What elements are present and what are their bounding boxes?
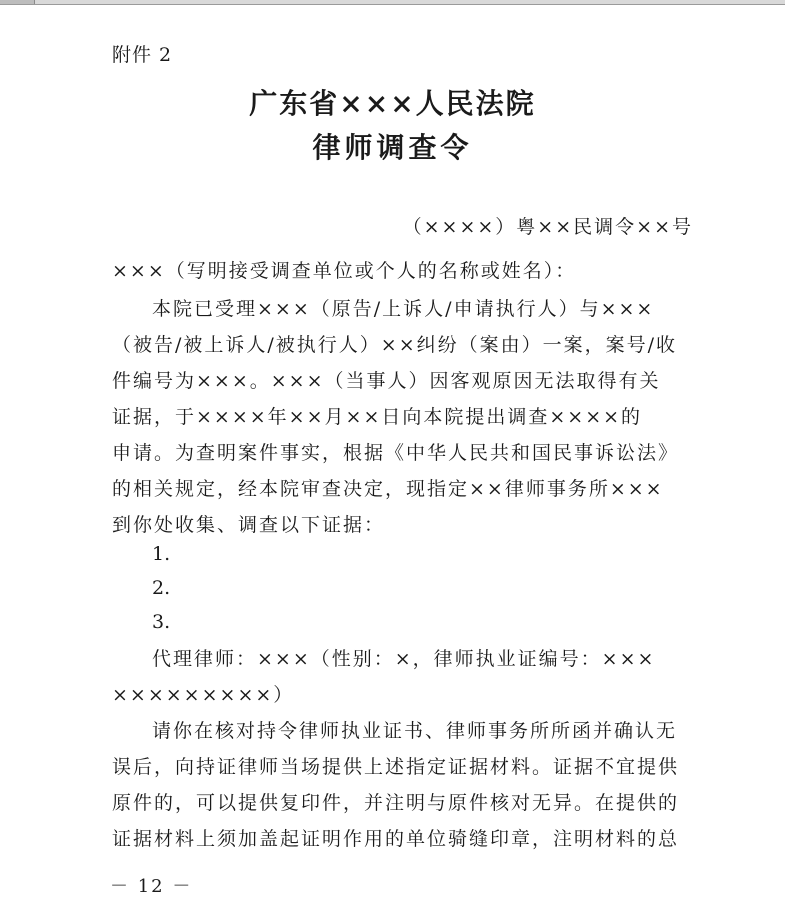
- body-line: 证据，于××××年××月××日向本院提出调查××××的: [112, 406, 643, 428]
- agent-lawyer-line: 代理律师：×××（性别：×，律师执业证编号：×××: [152, 648, 656, 670]
- body-line: 申请。为查明案件事实，根据《中华人民共和国民事诉讼法》: [112, 442, 680, 464]
- evidence-item-3: 3.: [152, 611, 171, 633]
- agent-lawyer-line-cont: ×××××××××）: [112, 684, 295, 706]
- request-line: 证据材料上须加盖起证明作用的单位骑缝印章，注明材料的总: [112, 828, 680, 850]
- evidence-item-1: 1.: [152, 543, 171, 565]
- recipient-line: ×××（写明接受调查单位或个人的名称或姓名）：: [112, 260, 577, 282]
- attachment-label: 附件 2: [112, 44, 173, 66]
- request-line: 原件的，可以提供复印件，并注明与原件核对无异。在提供的: [112, 792, 680, 814]
- evidence-item-2: 2.: [152, 577, 171, 599]
- request-line: 请你在核对持令律师执业证书、律师事务所所函并确认无: [152, 720, 678, 742]
- page-number: － 12 －: [110, 876, 193, 897]
- court-title: 广东省×××人民法院: [249, 87, 536, 120]
- request-line: 误后，向持证律师当场提供上述指定证据材料。证据不宜提供: [112, 756, 680, 778]
- body-line: 到你处收集、调查以下证据：: [112, 514, 386, 536]
- body-line: （被告/被上诉人/被执行人）××纠纷（案由）一案，案号/收: [112, 334, 678, 356]
- body-line: 本院已受理×××（原告/上诉人/申请执行人）与×××: [152, 298, 655, 320]
- body-line: 的相关规定，经本院审查决定，现指定××律师事务所×××: [112, 478, 664, 500]
- document-title: 律师调查令: [312, 131, 473, 164]
- body-line: 件编号为×××。×××（当事人）因客观原因无法取得有关: [112, 370, 661, 392]
- document-number: （××××）粤××民调令××号: [402, 216, 693, 238]
